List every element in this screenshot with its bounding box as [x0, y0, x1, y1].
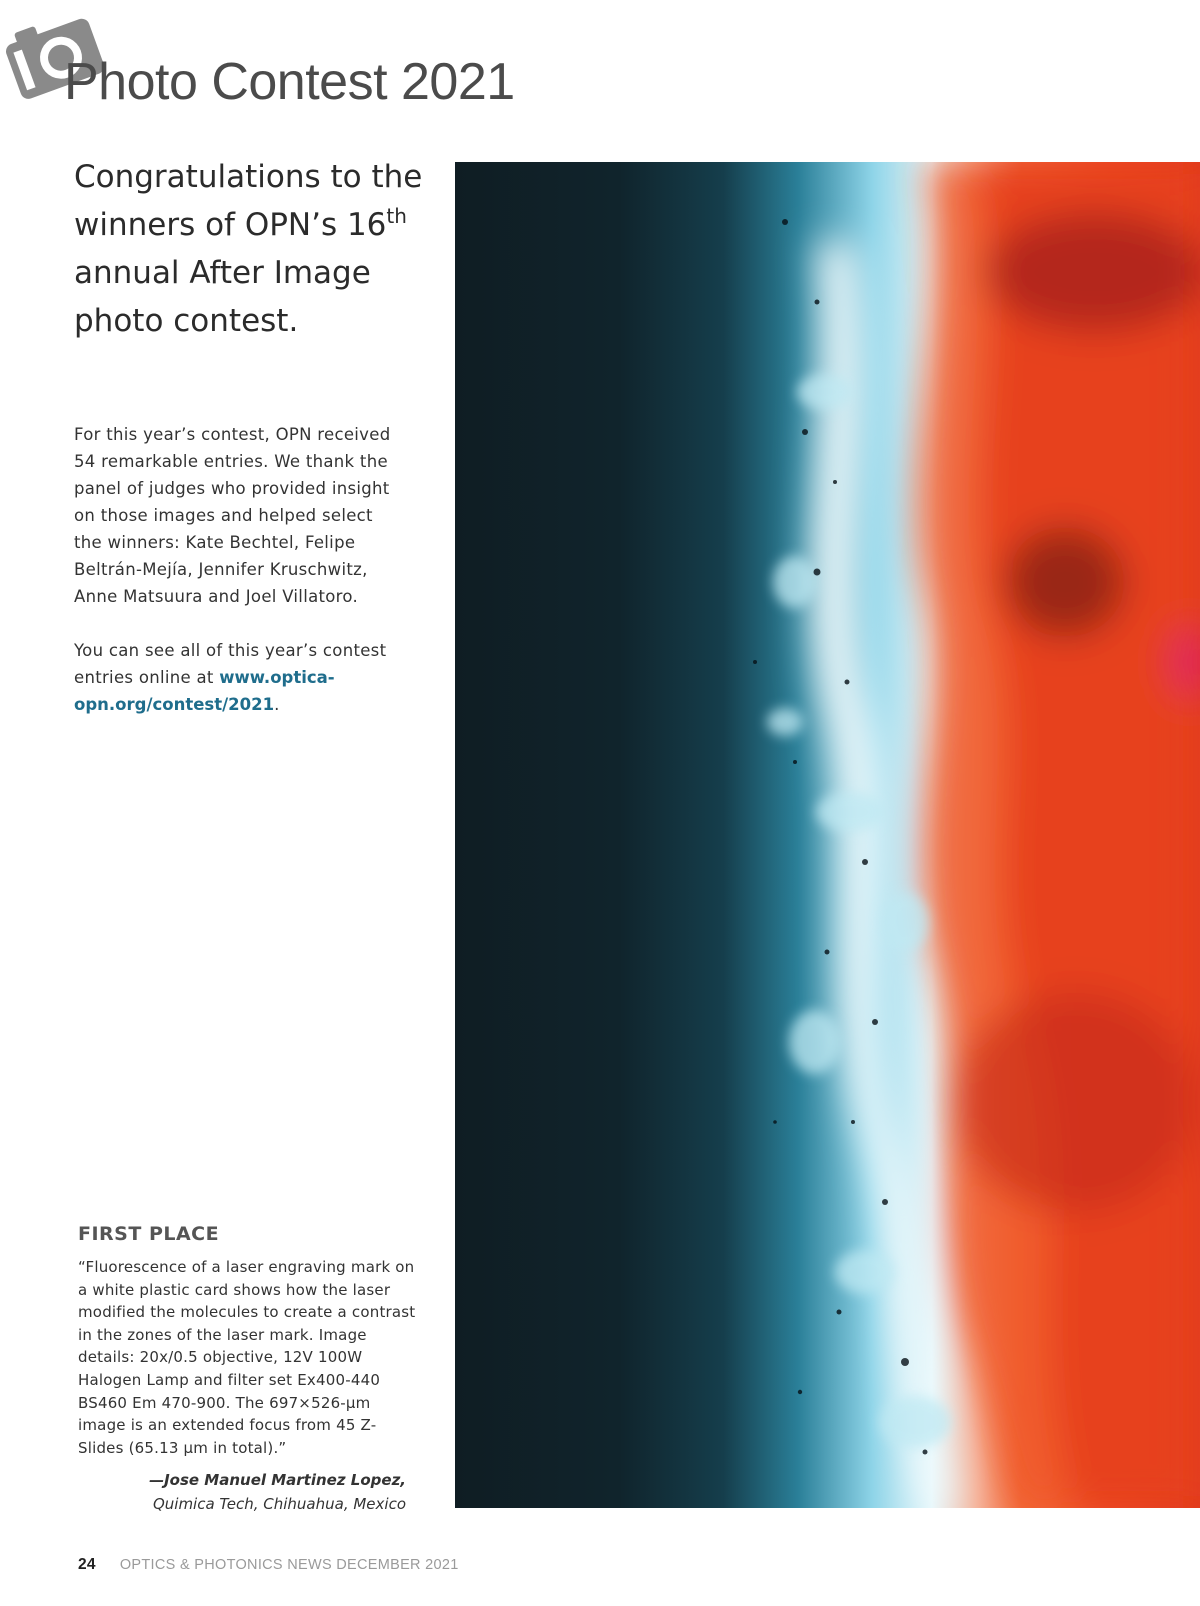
intro-text-start: Congratulations to the winners of OPN’s 16 [74, 159, 423, 243]
photo-credit [149, 1469, 406, 1516]
page-title: Photo Contest 2021 [64, 53, 515, 111]
credit-name: —Jose Manuel Martinez Lopez, [149, 1471, 406, 1489]
body-copy [74, 421, 404, 718]
contest-paragraph: For this year’s contest, OPN received 54 remarkable entries. We thank the panel of judges who provided insight on those images and helped select the winners: Kate Bechtel, Felipe Beltrán-Mejía, Jennifer Kruschwitz, Anne Matsuura and Joel Villatoro. [74, 425, 391, 606]
entries-period: . [274, 695, 280, 714]
caption-text: “Fluorescence of a laser engraving mark on a white plastic card shows how the laser modified the molecules to create a contrast in the zones of the laser mark. Image details: 20x/0.5 objective, 12V 100W Halogen Lamp and filter set Ex400-440 BS460 Em 470-900. The 697×526-µm image is an extended focus from 45 Z-Slides (65.13 µm in total).” [78, 1258, 416, 1457]
intro-text-end: annual After Image photo contest. [74, 255, 371, 339]
publication-info: OPTICS & PHOTONICS NEWS DECEMBER 2021 [119, 1557, 459, 1573]
page-number: 24 [78, 1556, 96, 1573]
intro-headline [74, 153, 434, 345]
photo-caption [78, 1222, 418, 1459]
entries-text: You can see all of this year’s contest entries online at [74, 641, 387, 687]
entries-paragraph [74, 637, 404, 718]
caption-heading: FIRST PLACE [78, 1223, 220, 1245]
page-footer [78, 1555, 459, 1575]
credit-affiliation: Quimica Tech, Chihuahua, Mexico [152, 1494, 406, 1513]
first-place-photo [455, 162, 1200, 1508]
contest-link[interactable]: www.optica-opn.org/contest/2021 [74, 668, 335, 714]
intro-ordinal-suffix: th [386, 204, 407, 228]
